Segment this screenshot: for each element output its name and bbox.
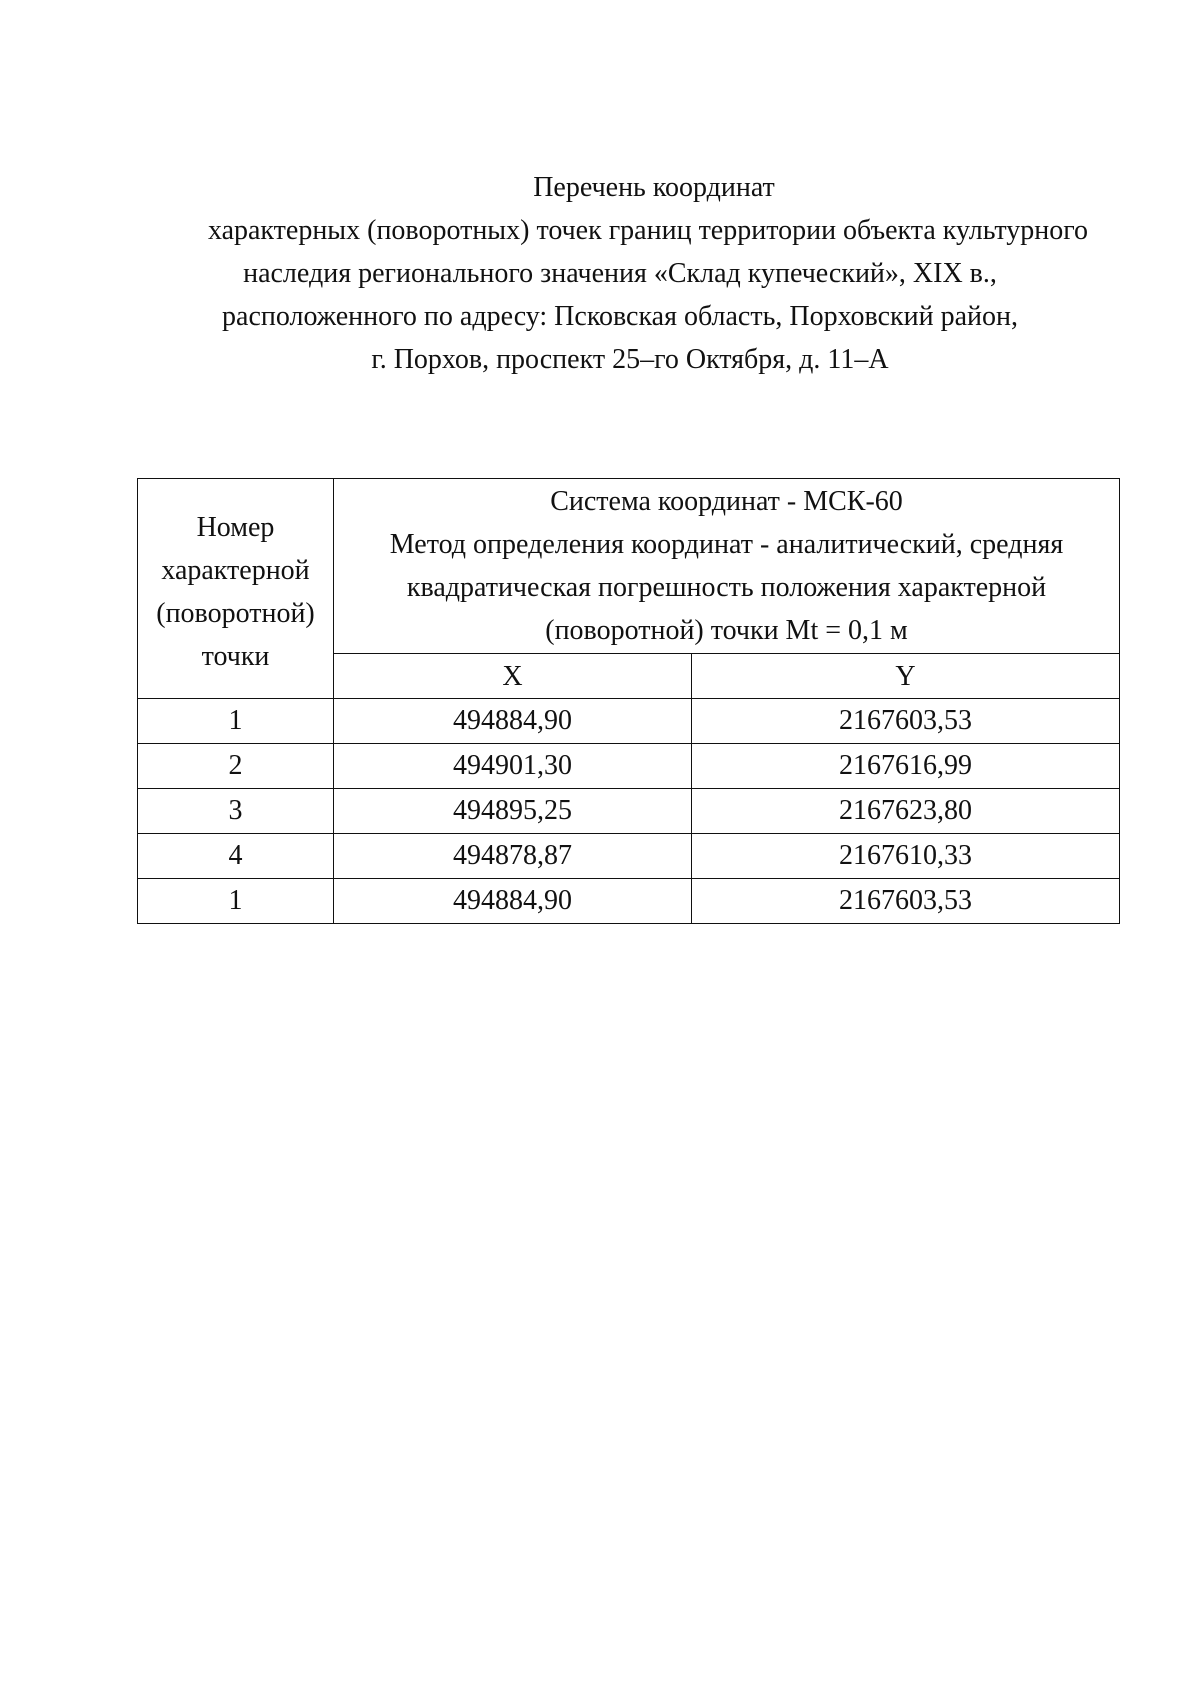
x-coordinate-cell: 494884,90: [334, 879, 692, 924]
y-coordinate-cell: 2167603,53: [692, 699, 1120, 744]
point-number-cell: 1: [138, 879, 334, 924]
point-number-cell: 1: [138, 699, 334, 744]
header-text: (поворотной) точки Mt = 0,1 м: [545, 615, 908, 647]
header-text: Метод определения координат - аналитический, средняя: [389, 529, 1064, 561]
title-line: наследия регионального значения «Склад купеческий», XIX в.,: [243, 258, 997, 289]
title-line: характерных (поворотных) точек границ территории объекта культурного: [207, 215, 1089, 246]
table-row: [138, 789, 1120, 834]
x-coordinate-cell: 494901,30: [334, 744, 692, 789]
point-number-cell: 4: [138, 834, 334, 879]
coordinate-system-header: [334, 479, 1120, 654]
header-text: квадратическая погрешность положения характерной: [406, 572, 1047, 604]
point-number-cell: 3: [138, 789, 334, 834]
x-coordinate-cell: 494884,90: [334, 699, 692, 744]
header-text: Система координат - МСК-60: [550, 486, 903, 518]
point-number-cell: 2: [138, 744, 334, 789]
header-text: характерной: [161, 554, 310, 586]
table-header-row: [138, 479, 1120, 654]
x-column-header: X: [334, 654, 692, 699]
title-line: расположенного по адресу: Псковская область, Порховский район,: [222, 301, 1018, 332]
header-text: (поворотной): [156, 597, 315, 629]
header-text: Номер: [196, 511, 275, 543]
title-line: Перечень координат: [533, 172, 775, 203]
coordinates-table: [137, 478, 1120, 924]
y-coordinate-cell: 2167616,99: [692, 744, 1120, 789]
title-line: г. Порхов, проспект 25–го Октября, д. 11–А: [371, 344, 889, 375]
y-coordinate-cell: 2167623,80: [692, 789, 1120, 834]
table-row: [138, 699, 1120, 744]
x-coordinate-cell: 494895,25: [334, 789, 692, 834]
table-row: [138, 744, 1120, 789]
table-row: [138, 879, 1120, 924]
y-coordinate-cell: 2167610,33: [692, 834, 1120, 879]
point-number-header: [138, 479, 334, 699]
y-column-header: Y: [692, 654, 1120, 699]
x-coordinate-cell: 494878,87: [334, 834, 692, 879]
document-title: [120, 166, 1120, 381]
header-text: точки: [201, 640, 270, 672]
y-coordinate-cell: 2167603,53: [692, 879, 1120, 924]
table-row: [138, 834, 1120, 879]
